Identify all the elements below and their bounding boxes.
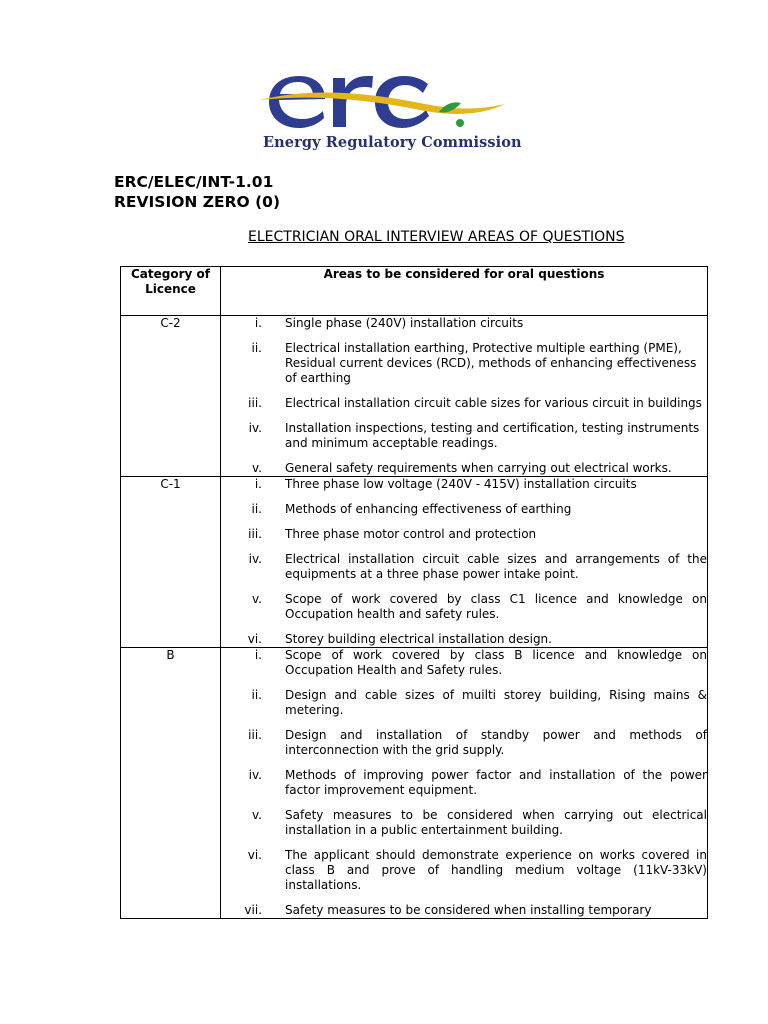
areas-cell	[221, 648, 708, 919]
item-number: i.	[254, 477, 262, 491]
list-item	[221, 502, 707, 517]
item-text: Scope of work covered by class C1 licence and knowledge on Occupation health and safety rules.	[285, 592, 707, 621]
item-number: iii.	[248, 728, 262, 742]
ref-code: ERC/ELEC/INT-1.01	[114, 173, 274, 191]
list-item	[221, 728, 707, 758]
list-item	[221, 527, 707, 542]
list-item	[221, 903, 707, 918]
item-number: vi.	[247, 632, 262, 646]
list-item	[221, 632, 707, 647]
item-number: v.	[252, 461, 262, 475]
item-text: Methods of enhancing effectiveness of earthing	[285, 502, 572, 516]
item-number: ii.	[251, 688, 262, 702]
item-number: iv.	[248, 421, 262, 435]
item-text: The applicant should demonstrate experience on works covered in class B and prove of handling medium voltage (11kV-33kV) installations.	[285, 848, 707, 892]
table-row	[121, 477, 708, 648]
item-text: Methods of improving power factor and installation of the power factor improvement equipment.	[285, 768, 707, 797]
list-item	[221, 552, 707, 582]
item-number: ii.	[251, 341, 262, 355]
item-number: iii.	[248, 527, 262, 541]
document-title: ELECTRICIAN ORAL INTERVIEW AREAS OF QUESTIONS	[248, 229, 625, 245]
category-cell: C-2	[121, 316, 221, 477]
item-text: Storey building electrical installation design.	[285, 632, 552, 646]
table-row	[121, 316, 708, 477]
item-number: v.	[252, 592, 262, 606]
item-number: iv.	[248, 768, 262, 782]
document-reference	[114, 172, 280, 212]
item-text: Electrical installation circuit cable sizes for various circuit in buildings	[285, 396, 702, 410]
erc-logo	[255, 66, 555, 156]
item-text: General safety requirements when carrying out electrical works.	[285, 461, 672, 475]
table-header-row	[121, 267, 708, 316]
item-text: Electrical installation earthing, Protective multiple earthing (PME), Residual current devices (RCD), methods of enhancing effectiveness of earthing	[285, 341, 697, 385]
list-item	[221, 648, 707, 678]
revision-label: REVISION ZERO (0)	[114, 193, 281, 211]
item-number: i.	[254, 316, 262, 330]
list-item	[221, 341, 707, 386]
list-item	[221, 477, 707, 492]
list-item	[221, 808, 707, 838]
item-text: Scope of work covered by class B licence and knowledge on Occupation Health and Safety rules.	[285, 648, 707, 677]
list-item	[221, 316, 707, 331]
item-text: Safety measures to be considered when carrying out electrical installation in a public entertainment building.	[285, 808, 707, 837]
item-number: v.	[252, 808, 262, 822]
item-text: Electrical installation circuit cable sizes and arrangements of the equipments at a three phase power intake point.	[285, 552, 707, 581]
item-text: Three phase low voltage (240V - 415V) installation circuits	[285, 477, 637, 491]
item-number: ii.	[251, 502, 262, 516]
item-text: Safety measures to be considered when installing temporary	[285, 903, 652, 917]
item-text: Design and cable sizes of muilti storey building, Rising mains & metering.	[285, 688, 707, 717]
list-item	[221, 461, 707, 476]
item-number: iii.	[248, 396, 262, 410]
item-number: vii.	[244, 903, 262, 917]
areas-table	[120, 266, 708, 919]
table-row	[121, 648, 708, 919]
item-text: Three phase motor control and protection	[285, 527, 537, 541]
item-number: vi.	[247, 848, 262, 862]
list-item	[221, 848, 707, 893]
list-item	[221, 592, 707, 622]
header-areas: Areas to be considered for oral questions	[221, 267, 708, 316]
item-number: iv.	[248, 552, 262, 566]
erc-logo-mark	[255, 66, 555, 136]
list-item	[221, 421, 707, 451]
list-item	[221, 688, 707, 718]
org-name: Energy Regulatory Commission	[263, 134, 522, 151]
item-text: Design and installation of standby power and methods of interconnection with the grid supply.	[285, 728, 707, 757]
areas-cell	[221, 316, 708, 477]
item-text: Single phase (240V) installation circuits	[285, 316, 524, 330]
item-text: Installation inspections, testing and certification, testing instruments and minimum acceptable readings.	[285, 421, 700, 450]
item-number: i.	[254, 648, 262, 662]
list-item	[221, 396, 707, 411]
header-category: Category of Licence	[121, 267, 221, 316]
list-item	[221, 768, 707, 798]
category-cell: B	[121, 648, 221, 919]
category-cell: C-1	[121, 477, 221, 648]
areas-cell	[221, 477, 708, 648]
